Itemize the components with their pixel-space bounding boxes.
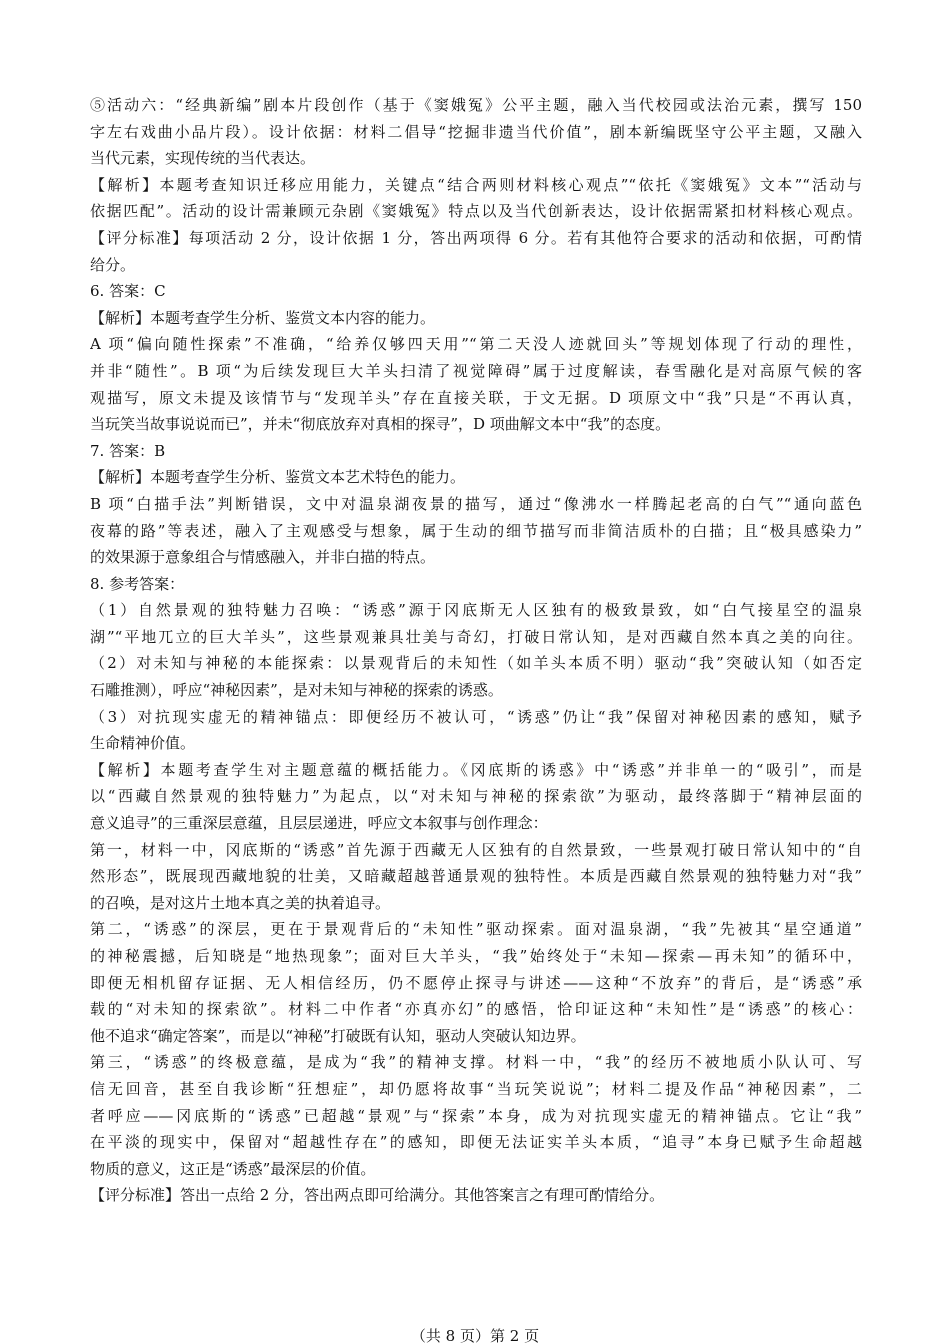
text-line: 并非“随性”。B 项“为后续发现巨大羊头扫清了视觉障碍”属于过度解读，春雪融化是对高原气候的客 [90,361,862,380]
text-line: 意义追寻”的三重深层意蕴，且层层递进，呼应文本叙事与创作理念： [90,814,548,833]
text-line: 信无回音，甚至自我诊断“狂想症”，却仍愿将故事“当玩笑说说”；材料二提及作品“神秘因素”，二 [90,1079,862,1098]
text-line: 夜幕的路”等表述，融入了主观感受与想象，属于生动的细节描写而非简洁质朴的白描；且“极具感染力” [90,521,862,540]
page-footer: （共 8 页）第 2 页 [410,1327,540,1344]
text-line: 当玩笑当故事说说而已”，并未“彻底放弃对真相的探寻”，D 项曲解文本中“我”的态度。 [90,415,671,434]
text-line: 石雕推测），呼应“神秘因素”，是对未知与神秘的探索的诱惑。 [90,681,503,700]
text-line: A 项“偏向随性探索”不准确，“给养仅够四天用”“第二天没人迹就回头”等规划体现了行动的理性， [90,335,862,354]
text-line: 然形态”，既展现西藏地貌的壮美，又暗藏超越普通景观的独特性。本质是西藏自然景观的独特魅力对“我” [90,867,862,886]
text-line: 以“西藏自然景观的独特魅力”为起点，以“对未知与神秘的探索欲”为驱动，最终落脚于“精神层面的 [90,787,862,806]
text-line: 在平淡的现实中，保留对“超越性存在”的感知，即便无法证实羊头本质，“追寻”本身已赋予生命超越 [90,1133,862,1152]
text-line: 给分。 [90,255,136,274]
text-line: 第三，“诱惑”的终极意蕴，是成为“我”的精神支撑。材料一中，“我”的经历不被地质小队认可、写 [90,1053,862,1072]
text-line: （2）对未知与神秘的本能探索：以景观背后的未知性（如羊头本质不明）驱动“我”突破认知（如否定 [90,654,862,673]
text-line: ⑤活动六：“经典新编”剧本片段创作（基于《窦娥冤》公平主题，融入当代校园或法治元素，撰写 150 [90,96,862,114]
text-line: 【解析】本题考查学生分析、鉴赏文本艺术特色的能力。 [90,468,466,487]
text-line: 物质的意义，这正是“诱惑”最深层的价值。 [90,1159,376,1178]
text-line: （3）对抗现实虚无的精神锚点：即便经历不被认可，“诱惑”仍让“我”保留对神秘因素的感知，赋予 [90,707,862,726]
text-line: 者呼应——冈底斯的“诱惑”已超越“景观”与“探索”本身，成为对抗现实虚无的精神锚点。它让“我” [90,1106,862,1125]
text-line: 【解析】本题考查知识迁移应用能力，关键点“结合两则材料核心观点”“依托《窦娥冤》文本”“活动与 [90,175,862,194]
text-line: 载的“对未知的探索欲”。材料二中作者“亦真亦幻”的感悟，恰印证这种“未知性”是“诱惑”的核心： [90,1000,862,1019]
text-line: 7. 答案：B [90,441,166,460]
text-line: 6. 答案：C [90,282,166,301]
text-line: 【解析】本题考查学生对主题意蕴的概括能力。《冈底斯的诱惑》中“诱惑”并非单一的“吸引”，而是 [90,760,862,779]
text-line: 他不追求“确定答案”，而是以“神秘”打破既有认知，驱动人突破认知边界。 [90,1026,586,1045]
text-line: 第一，材料一中，冈底斯的“诱惑”首先源于西藏无人区独有的自然景致，一些景观打破日常认知中的“自 [90,840,862,859]
text-line: 湖”“平地兀立的巨大羊头”，这些景观兼具壮美与奇幻，打破日常认知，是对西藏自然本真之美的向往。 [90,627,862,646]
text-line: 生命精神价值。 [90,734,196,753]
text-line: 字左右戏曲小品片段）。设计依据：材料二倡导“挖掘非遗当代价值”，剧本新编既坚守公平主题，又融入 [90,122,862,141]
text-line: 观描写，原文未提及该情节与“发现羊头”存在直接关联，于文无据。D 项原文中“我”只是“不再认真， [90,388,862,407]
text-line: 的神秘震撼，后知晓是“地热现象”；面对巨大羊头，“我”始终处于“未知—探索—再未知”的循环中， [90,947,862,965]
text-line: 即便无相机留存证据、无人相信经历，仍不愿停止探寻与讲述——这种“不放弃”的背后，是“诱惑”承 [90,973,862,992]
text-line: 的效果源于意象组合与情感融入，并非白描的特点。 [90,548,436,567]
text-line: 【评分标准】每项活动 2 分，设计依据 1 分，答出两项得 6 分。若有其他符合要求的活动和依据，可酌情 [90,228,862,247]
text-line: 依据匹配”。活动的设计需兼顾元杂剧《窦娥冤》特点以及当代创新表达，设计依据需紧扣材料核心观点。 [90,202,862,221]
text-line: 的召唤，是对这片土地本真之美的执着追寻。 [90,893,391,912]
text-line: （1）自然景观的独特魅力召唤：“诱惑”源于冈底斯无人区独有的极致景致，如“白气接星空的温泉 [90,601,862,620]
text-line: 第二，“诱惑”的深层，更在于景观背后的“未知性”驱动探索。面对温泉湖，“我”先被其“星空通道” [90,920,862,939]
text-line: 8. 参考答案： [90,574,185,593]
text-line: 【评分标准】答出一点给 2 分，答出两点即可给满分。其他答案言之有理可酌情给分。 [90,1186,665,1205]
text-line: 当代元素，实现传统的当代表达。 [90,149,316,168]
document-body [90,92,862,1209]
text-line: 【解析】本题考查学生分析、鉴赏文本内容的能力。 [90,308,436,327]
text-line: B 项“白描手法”判断错误，文中对温泉湖夜景的描写，通过“像沸水一样腾起老高的白气”“通向蓝色 [90,494,862,513]
